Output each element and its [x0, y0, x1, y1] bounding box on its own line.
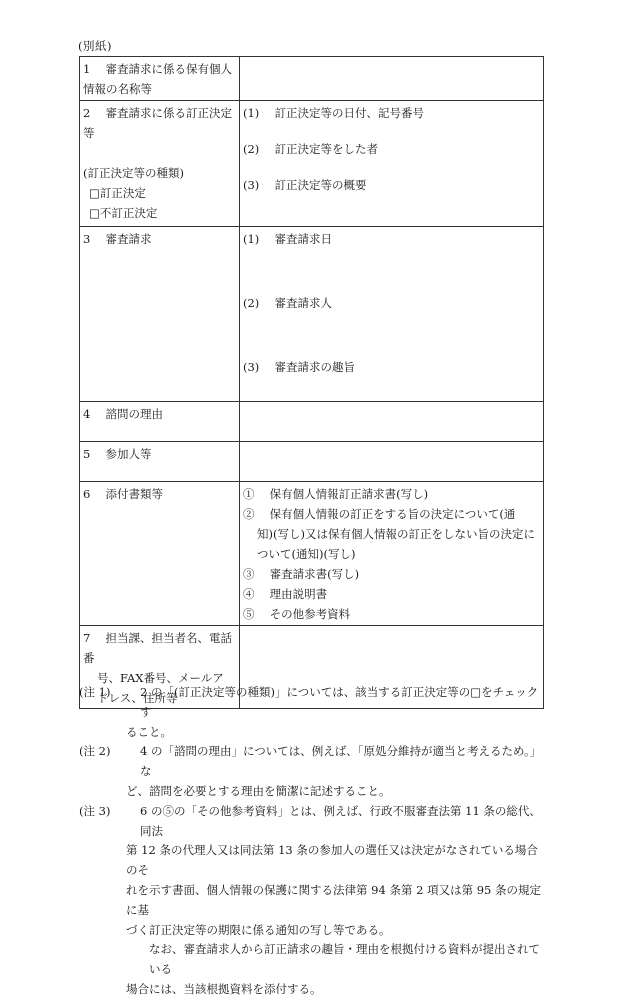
item-decision-maker: (2) 訂正決定等をした者	[243, 142, 378, 156]
attachment-item: ① 保有個人情報訂正請求書(写し)	[243, 487, 429, 501]
label-correction-decision: 2 審査請求に係る訂正決定 等 (訂正決定等の種類) □訂正決定 □不訂正決定	[80, 101, 240, 227]
decision-type-heading: (訂正決定等の種類)	[83, 166, 184, 180]
label-contact: 7 担当課、担当者名、電話番 号、FAX番号、メールア ドレス、住所等	[80, 626, 240, 709]
item-requester: (2) 審査請求人	[243, 296, 332, 310]
consultation-form-table	[79, 56, 544, 709]
label-consultation-reason: 4 諮問の理由	[80, 402, 240, 442]
row-attachments	[80, 482, 544, 626]
item-decision-date: (1) 訂正決定等の日付、記号番号	[243, 106, 424, 120]
item-request-purpose: (3) 審査請求の趣旨	[243, 360, 355, 374]
attachment-item: ② 保有個人情報の訂正をする旨の決定について(通	[243, 507, 516, 521]
item-decision-summary: (3) 訂正決定等の概要	[243, 178, 367, 192]
notes-section	[79, 683, 547, 1000]
annex-label: (別紙)	[78, 39, 112, 53]
value-review-request	[240, 227, 544, 402]
row-record-name	[80, 57, 544, 101]
attachment-item-continued: ついて(通知)(写し)	[257, 547, 356, 561]
attachment-item: ④ 理由説明書	[243, 587, 328, 601]
item-request-date: (1) 審査請求日	[243, 232, 332, 246]
note-supplement: なお、審査請求人から訂正請求の趣旨・理由を根拠付ける資料が提出されている 場合には、当該根拠資料を添付する。	[126, 942, 540, 996]
label-attachments: 6 添付書類等	[80, 482, 240, 626]
label-participants: 5 参加人等	[80, 442, 240, 482]
row-review-request	[80, 227, 544, 402]
attachment-item: ⑤ その他参考資料	[243, 607, 351, 621]
label-review-request: 3 審査請求	[80, 227, 240, 402]
checkbox-correction-decision[interactable]: □訂正決定	[89, 186, 146, 200]
value-attachments	[240, 482, 544, 626]
row-consultation-reason	[80, 402, 544, 442]
note-2: (注 2) 4 の「諮問の理由」については、例えば、「原処分維持が適当と考えるため。」な ど、諮問を必要とする理由を簡潔に記述すること。	[79, 744, 542, 798]
value-consultation-reason	[240, 402, 544, 442]
row-correction-decision	[80, 101, 544, 227]
checkbox-non-correction-decision[interactable]: □不訂正決定	[89, 206, 158, 220]
note-1: (注 1) 2 の「(訂正決定等の種類)」については、該当する訂正決定等の□をチェックす ること。	[79, 685, 539, 739]
value-record-name	[240, 57, 544, 101]
attachment-item: ③ 審査請求書(写し)	[243, 567, 360, 581]
attachment-item-continued: 知)(写し)又は保有個人情報の訂正をしない旨の決定に	[257, 527, 535, 541]
note-3: (注 3) 6 の⑤の「その他参考資料」とは、例えば、行政不服審査法第 11 条の総代、同法 第 12 条の代理人又は同法第 13 条の参加人の選任又は決定がなされている場合のそ れを示す書面、個人情報の保護に関する法律第 94 条第 2 項又は第 95 条の規定に基 づく訂正決定等の期限に係る通知の写し等である。	[79, 803, 542, 937]
value-correction-decision	[240, 101, 544, 227]
value-participants	[240, 442, 544, 482]
label-record-name: 1 審査請求に係る保有個人 情報の名称等	[80, 57, 240, 101]
row-participants	[80, 442, 544, 482]
